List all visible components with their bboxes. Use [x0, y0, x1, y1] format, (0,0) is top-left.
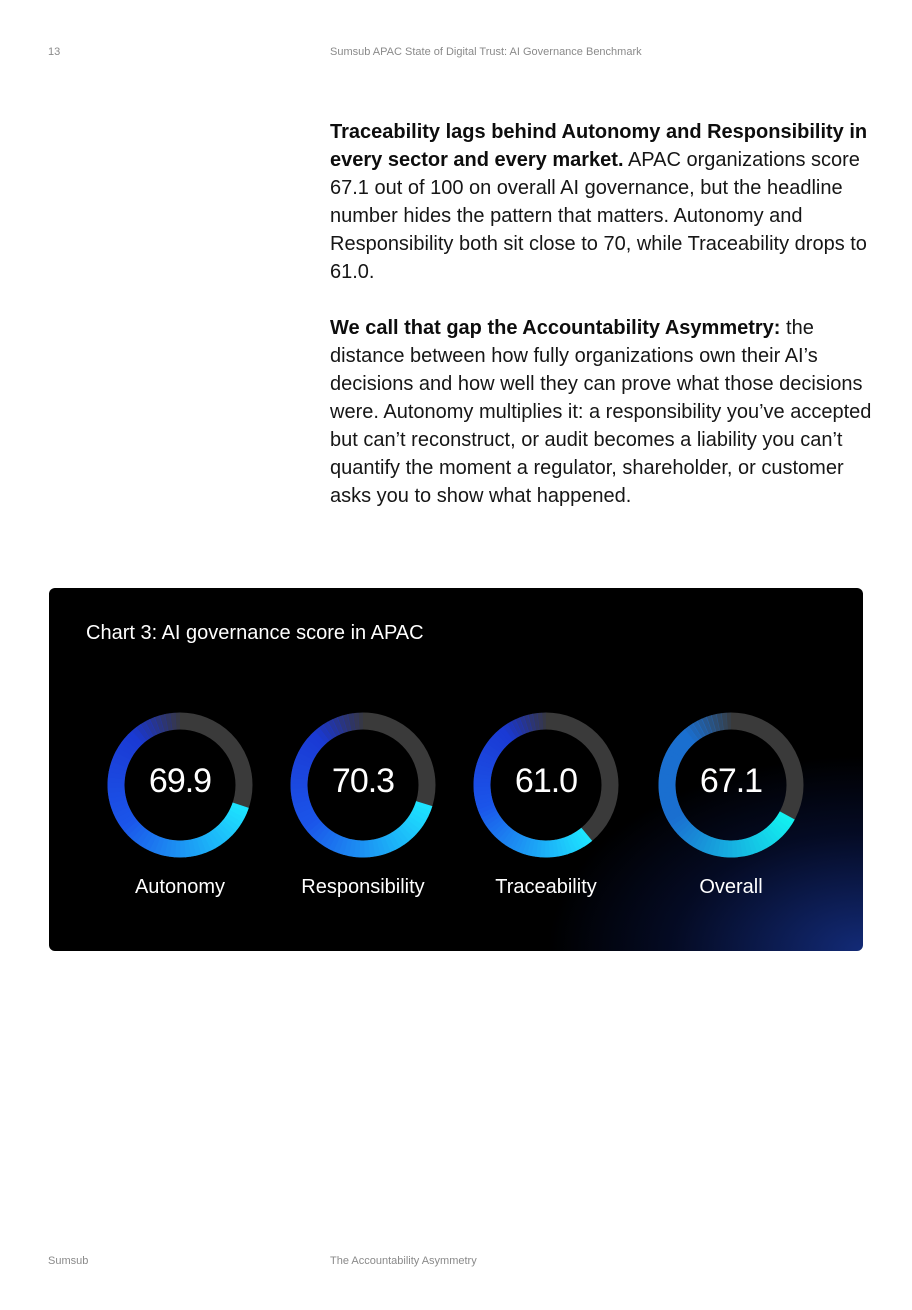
paragraph-1-lead: Traceability lags behind Autonomy and Responsibility in every sector and every market. — [330, 121, 868, 171]
paragraph-2-rest: the distance between how fully organizations own their AI’s decisions and how well they can prove what those decisions were. Autonomy multiplies it: a responsibility you’ve accepted but can’t reconstruct, or audit becomes a liability you can’t quantify the moment a regulator, shareholder, or customer asks you to show what happened. — [330, 317, 872, 507]
gauge-label: Autonomy — [134, 876, 226, 898]
chart-title: Chart 3: AI governance score in APAC — [86, 622, 424, 644]
document-title: Sumsub APAC State of Digital Trust: AI Governance Benchmark — [330, 46, 642, 58]
paragraph-1 — [330, 118, 875, 286]
paragraph-1-rest: APAC organizations score 67.1 out of 100 on overall AI governance, but the headline number hides the pattern that matters. Autonomy and Responsibility both sit close to 70, while Traceability drops to 61.0. — [330, 149, 867, 283]
paragraph-2 — [330, 314, 875, 510]
gauge-value: 70.3 — [331, 762, 395, 800]
page-number: 13 — [48, 46, 61, 58]
gauge-value: 69.9 — [148, 762, 212, 800]
gauge-label: Traceability — [495, 876, 597, 898]
gauge-autonomy — [105, 710, 255, 910]
gauge-value: 67.1 — [699, 762, 763, 800]
footer-section: The Accountability Asymmetry — [330, 1255, 477, 1267]
footer-brand: Sumsub — [48, 1255, 89, 1267]
gauge-value: 61.0 — [514, 762, 578, 800]
chart-card — [49, 588, 863, 951]
gauge-label: Overall — [699, 876, 763, 898]
body-text — [330, 118, 875, 538]
gauge-label: Responsibility — [301, 876, 425, 898]
gauge-chart — [49, 588, 863, 951]
gauge-responsibility — [288, 710, 438, 910]
gauge-traceability — [471, 710, 621, 910]
gauge-overall — [656, 710, 806, 910]
paragraph-2-lead: We call that gap the Accountability Asymmetry: — [330, 317, 781, 339]
